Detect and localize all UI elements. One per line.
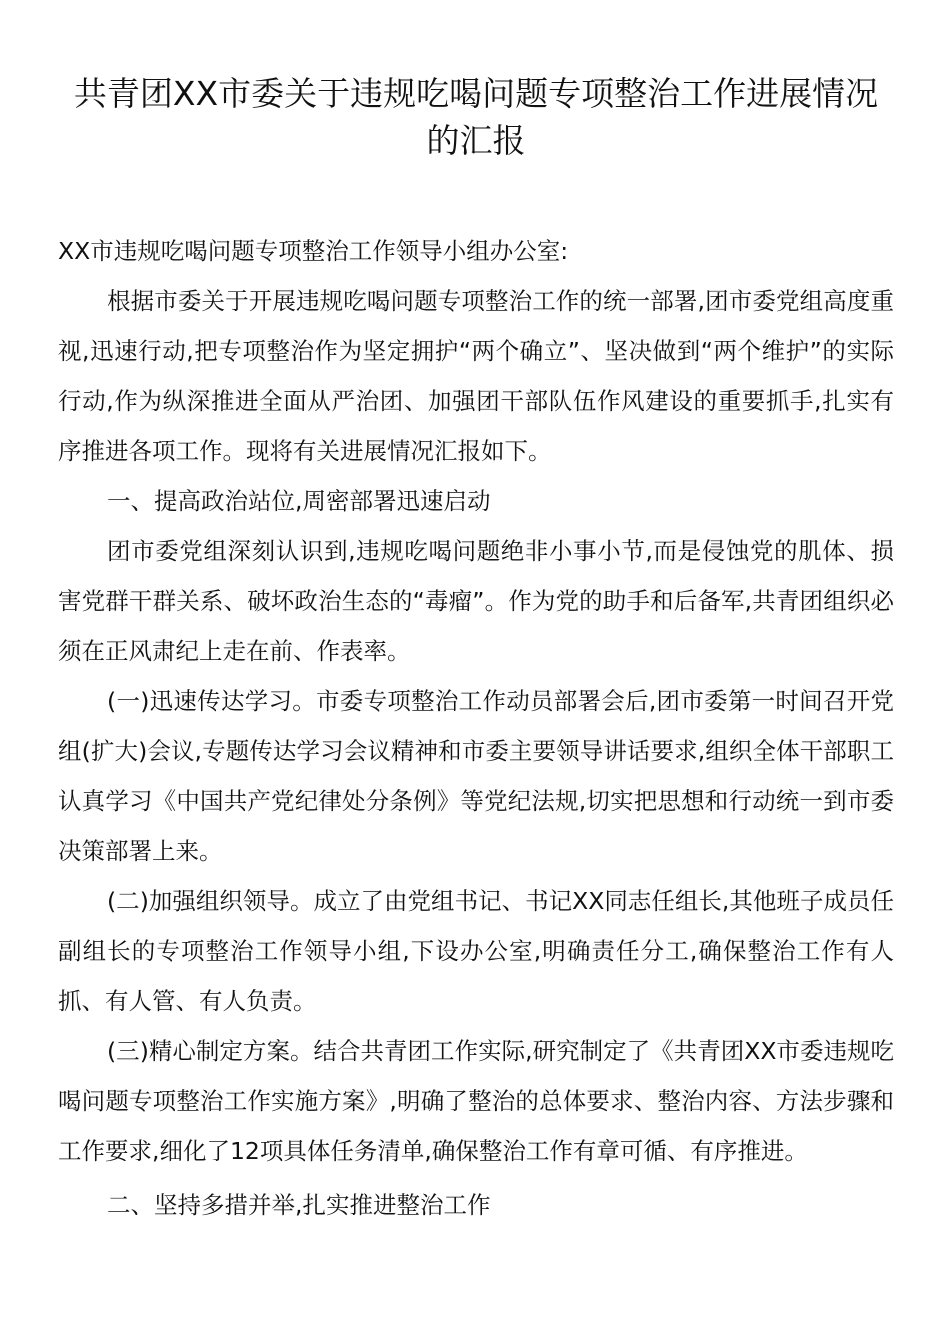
section-1-intro-paragraph: 团市委党组深刻认识到,违规吃喝问题绝非小事小节,而是侵蚀党的肌体、损害党群干群关系、破坏政治生态的“毒瘤”。作为党的助手和后备军,共青团组织必须在正风肃纪上走在前、作表率。: [58, 537, 894, 665]
addressee-line: XX市违规吃喝问题专项整治工作领导小组办公室:: [58, 237, 569, 265]
item-3-paragraph: (三)精心制定方案。结合共青团工作实际,研究制定了《共青团XX市委违规吃喝问题专项整治工作实施方案》,明确了整治的总体要求、整治内容、方法步骤和工作要求,细化了12项具体任务清单,确保整治工作有章可循、有序推进。: [58, 1037, 894, 1165]
document-title: 共青团XX市委关于违规吃喝问题专项整治工作进展情况的汇报: [73, 74, 879, 160]
section-1-heading: 一、提高政治站位,周密部署迅速启动: [107, 487, 491, 515]
item-2-paragraph: (二)加强组织领导。成立了由党组书记、书记XX同志任组长,其他班子成员任副组长的专项整治工作领导小组,下设办公室,明确责任分工,确保整治工作有人抓、有人管、有人负责。: [58, 887, 894, 1015]
section-2-heading: 二、坚持多措并举,扎实推进整治工作: [107, 1191, 491, 1219]
document-page: [58, 0, 894, 1230]
item-1-paragraph: (一)迅速传达学习。市委专项整治工作动员部署会后,团市委第一时间召开党组(扩大)会议,专题传达学习会议精神和市委主要领导讲话要求,组织全体干部职工认真学习《中国共产党纪律处分条例》等党纪法规,切实把思想和行动统一到市委决策部署上来。: [58, 687, 894, 865]
intro-paragraph: 根据市委关于开展违规吃喝问题专项整治工作的统一部署,团市委党组高度重视,迅速行动,把专项整治作为坚定拥护“两个确立”、坚决做到“两个维护”的实际行动,作为纵深推进全面从严治团、加强团干部队伍作风建设的重要抓手,扎实有序推进各项工作。现将有关进展情况汇报如下。: [58, 287, 894, 465]
